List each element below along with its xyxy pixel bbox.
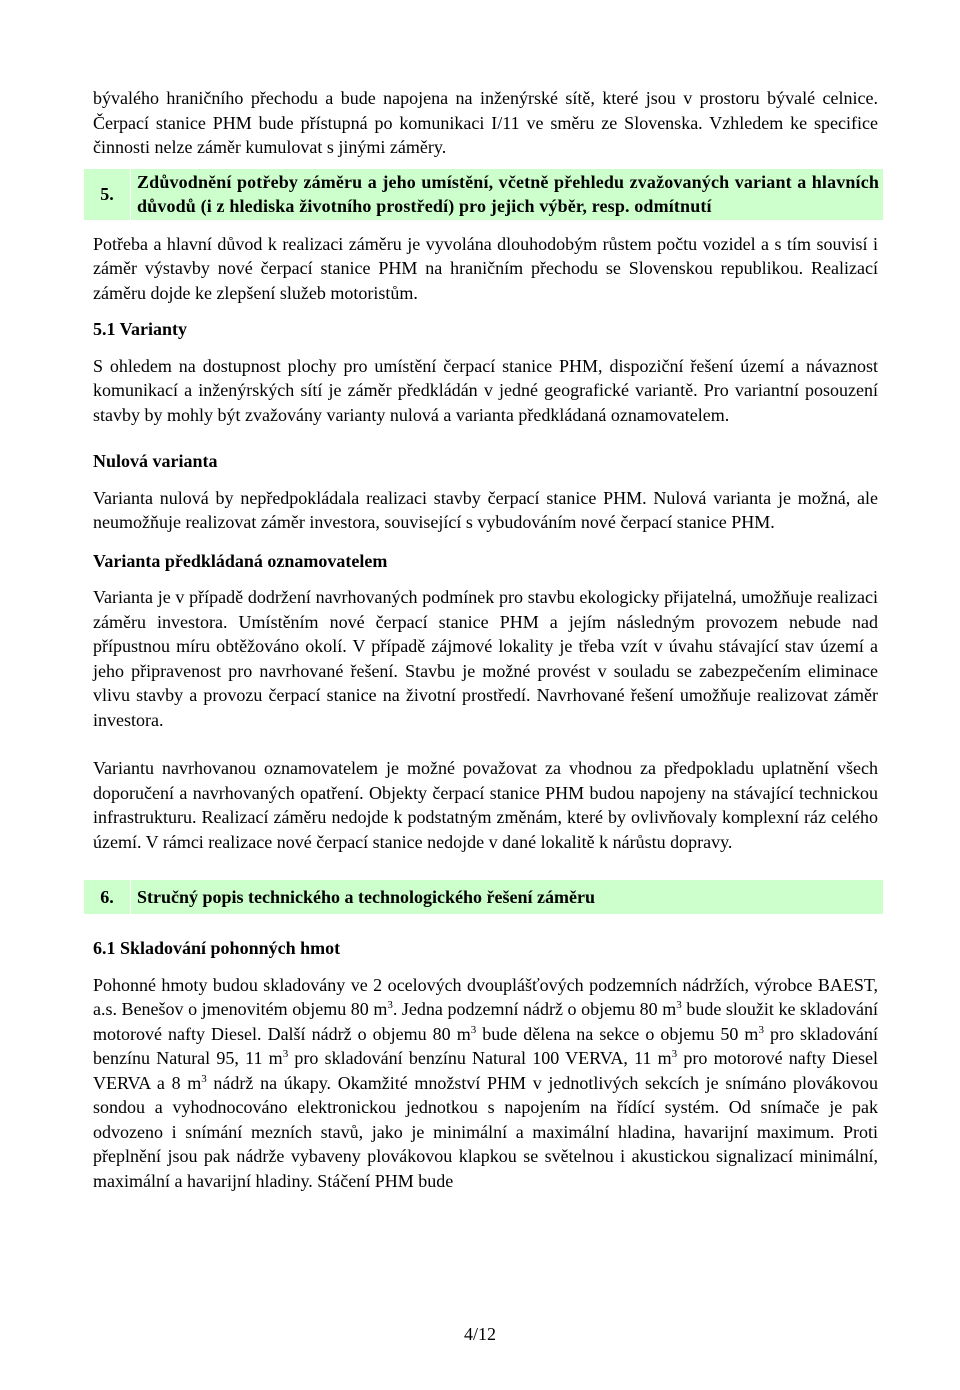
- section-5-1-heading: 5.1 Varianty: [93, 319, 188, 339]
- section-5-paragraph: Potřeba a hlavní důvod k realizaci záměru je vyvolána dlouhodobým růstem počtu vozidel a s tím souvisí i záměr výstavby nové čerpací stanice PHM na hraničním přechodu se Slovenskou republikou. Realizací záměru dojde ke zlepšení služeb motoristům.: [93, 233, 878, 303]
- text-run: Pohonné hmoty budou skladovány ve 2 ocelových dvouplášťových podzemních nádržích, výrobce BAEST, a.s. Benešov o jmenovitém objemu 80 m: [93, 974, 878, 1019]
- section-6-heading: [84, 880, 883, 914]
- section-6-1-paragraph: [93, 973, 878, 1194]
- text-run: bude dělena na sekce o objemu 50 m: [476, 1023, 759, 1044]
- proposed-variant-paragraph-2: Variantu navrhovanou oznamovatelem je možné považovat za vhodnou za předpokladu uplatnění všech doporučení a navrhovaných opatření. Objekty čerpací stanice PHM budou napojeny na stávající technickou infrastrukturu. Realizací záměru nedojde k podstatným změnám, které by ovlivňovaly komplexní ráz celého území. V rámci realizace nové čerpací stanice nedojde v dané lokalitě k nárůstu dopravy.: [93, 758, 878, 852]
- text-run: pro skladování benzínu Natural 100 VERVA, 11 m: [288, 1048, 672, 1068]
- intro-paragraph: bývalého hraničního přechodu a bude napojena na inženýrské sítě, které jsou v prostoru bývalé celnice. Čerpací stanice PHM bude přístupná po komunikaci I/11 ve směru ze Slovenska. Vzhledem ke specifice činnosti nelze záměr kumulovat s jinými záměry.: [93, 88, 878, 157]
- zero-variant-paragraph: Varianta nulová by nepředpokládala realizaci stavby čerpací stanice PHM. Nulová varianta je možná, ale neumožňuje realizovat záměr investora, související s vybudováním nové čerpací stanice PHM.: [93, 487, 878, 532]
- section-5-heading: [84, 169, 883, 220]
- section-5-title: Zdůvodnění potřeby záměru a jeho umístění, včetně přehledu zvažovaných variant a hlavních důvodů (i z hlediska životního prostředí) pro jejich výběr, resp. odmítnutí: [137, 171, 879, 216]
- superscript: 3: [387, 999, 393, 1011]
- zero-variant-heading: Nulová varianta: [93, 451, 218, 471]
- section-5-1-paragraph: S ohledem na dostupnost plochy pro umístění čerpací stanice PHM, dispoziční řešení území a návaznost komunikací a inženýrských sítí je záměr předkládán v jedné geografické variantě. Pro variantní posouzení stavby by mohly být zvažovány varianty nulová a varianta předkládaná oznamovatelem.: [93, 355, 878, 425]
- superscript: 3: [470, 1023, 477, 1036]
- superscript: 3: [758, 1023, 764, 1036]
- section-5-number: 5.: [84, 169, 131, 220]
- text-run: bude sloužit ke skladování motorové nafty Diesel. Další nádrž o objemu 80 m: [93, 999, 878, 1044]
- text-run: pro skladování benzínu Natural 95, 11 m: [93, 1023, 878, 1068]
- text-run: . Jedna podzemní nádrž o objemu 80 m: [392, 999, 677, 1019]
- section-6-1-heading: 6.1 Skladování pohonných hmot: [93, 938, 341, 958]
- page-number: 4/12: [463, 1324, 496, 1344]
- text-run: pro motorové nafty Diesel VERVA a 8 m: [93, 1048, 878, 1093]
- section-6-title: Stručný popis technického a technologického řešení záměru: [137, 886, 595, 907]
- proposed-variant-paragraph-1: Varianta je v případě dodržení navrhovaných podmínek pro stavbu ekologicky přijatelná, umožňuje realizaci záměru investora. Umístěním nové čerpací stanice PHM a jejím následným provozem nebude nad přípustnou míru obtěžováno okolí. V případě zájmové lokality je třeba vzít v úvahu stávající stav území a jeho připravenost pro navrhované řešení. Stavbu je možné provést v souladu se zabezpečením eliminace vlivu stavby a provozu čerpací stanice na životní prostředí. Navrhované řešení umožňuje realizovat záměr investora.: [93, 587, 878, 730]
- text-run: nádrž na úkapy. Okamžité množství PHM v jednotlivých sekcích je snímáno plovákovou sondou a vyhodnocováno elektronickou jednotkou s napojením na řídící systém. Od snímače je pak odvozeno i snímání mezních stavů, jako je minimální a maximální hladina, havarijní maximum. Proti přeplnění jsou pak nádrže vybaveny plovákovou klapkou se světelnou i akustickou signalizací minimální, maximální a havarijní hladiny. Stáčení PHM bude: [93, 1072, 878, 1191]
- superscript: 3: [676, 999, 682, 1011]
- superscript: 3: [671, 1048, 678, 1060]
- section-6-number: 6.: [84, 880, 131, 914]
- superscript: 3: [282, 1048, 289, 1060]
- proposed-variant-heading: Varianta předkládaná oznamovatelem: [93, 550, 388, 571]
- superscript: 3: [201, 1072, 207, 1085]
